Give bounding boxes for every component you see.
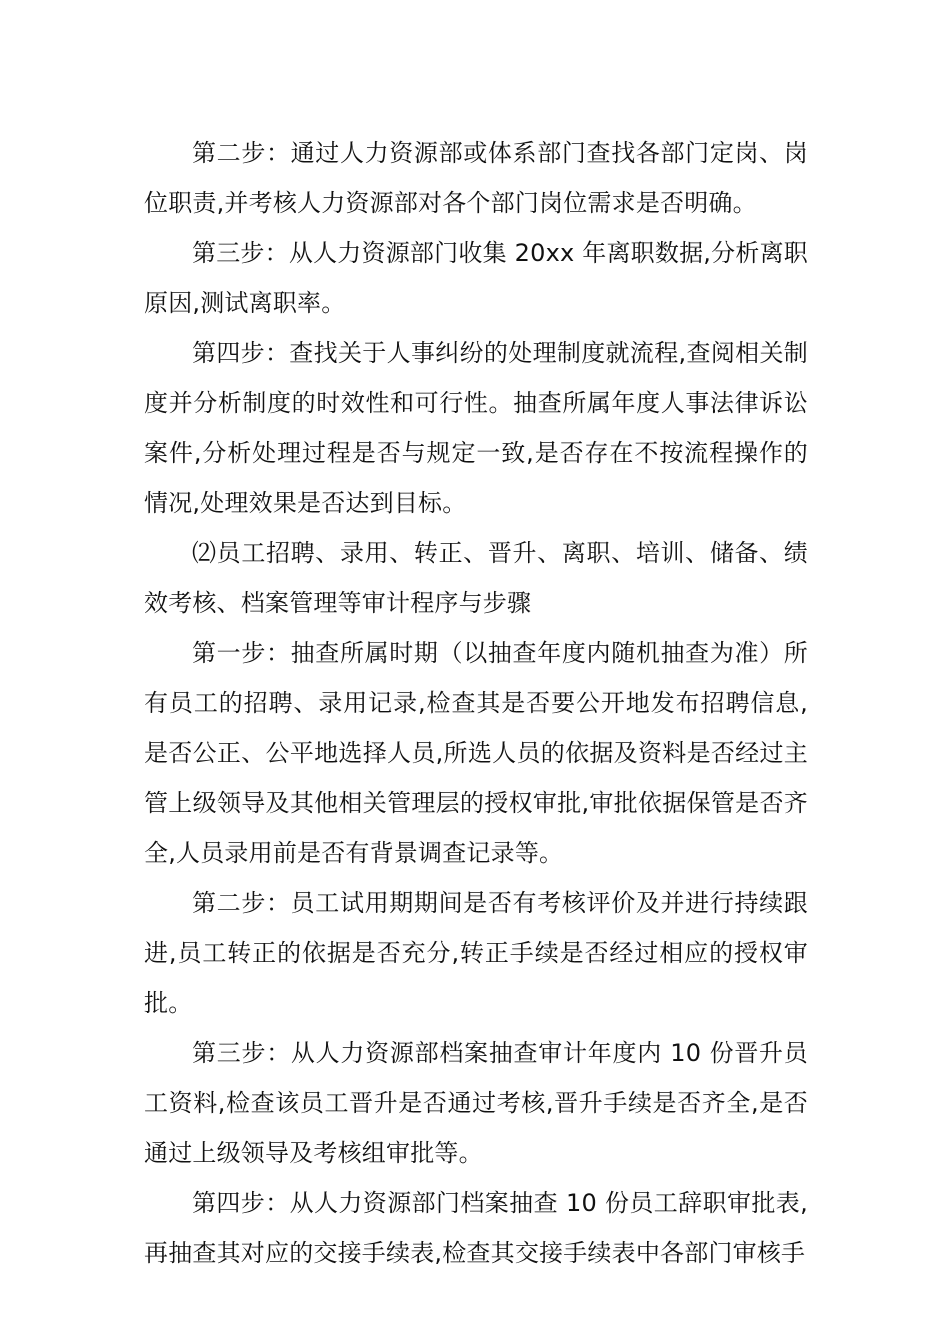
paragraph-step4-resignation: 第四步：从人力资源部门档案抽查 10 份员工辞职审批表,再抽查其对应的交接手续表,检查其交接手续表中各部门审核手 (144, 1189, 808, 1267)
paragraph-step3-promotion: 第三步：从人力资源部档案抽查审计年度内 10 份晋升员工资料,检查该员工晋升是否通过考核,晋升手续是否齐全,是否通过上级领导及考核组审批等。 (144, 1039, 808, 1167)
paragraph-step2-probation: 第二步：员工试用期期间是否有考核评价及并进行持续跟进,员工转正的依据是否充分,转正手续是否经过相应的授权审批。 (144, 889, 808, 1017)
paragraph-step4-labor-disputes: 第四步：查找关于人事纠纷的处理制度就流程,查阅相关制度并分析制度的时效性和可行性。抽查所属年度人事法律诉讼案件,分析处理过程是否与规定一致,是否存在不按流程操作的情况,处理效果是否达到目标。 (144, 339, 808, 517)
paragraph-step3-turnover-data: 第三步：从人力资源部门收集 20xx 年离职数据,分析离职原因,测试离职率。 (144, 239, 808, 317)
paragraph-section-2-heading: ⑵员工招聘、录用、转正、晋升、离职、培训、储备、绩效考核、档案管理等审计程序与步骤 (144, 539, 808, 617)
paragraph-step2-job-duties: 第二步：通过人力资源部或体系部门查找各部门定岗、岗位职责,并考核人力资源部对各个部门岗位需求是否明确。 (144, 139, 808, 217)
paragraph-step1-recruitment: 第一步：抽查所属时期（以抽查年度内随机抽查为准）所有员工的招聘、录用记录,检查其是否要公开地发布招聘信息,是否公正、公平地选择人员,所选人员的依据及资料是否经过主管上级领导及其他相关管理层的授权审批,审批依据保管是否齐全,人员录用前是否有背景调查记录等。 (144, 639, 808, 867)
document-body (144, 128, 808, 1278)
